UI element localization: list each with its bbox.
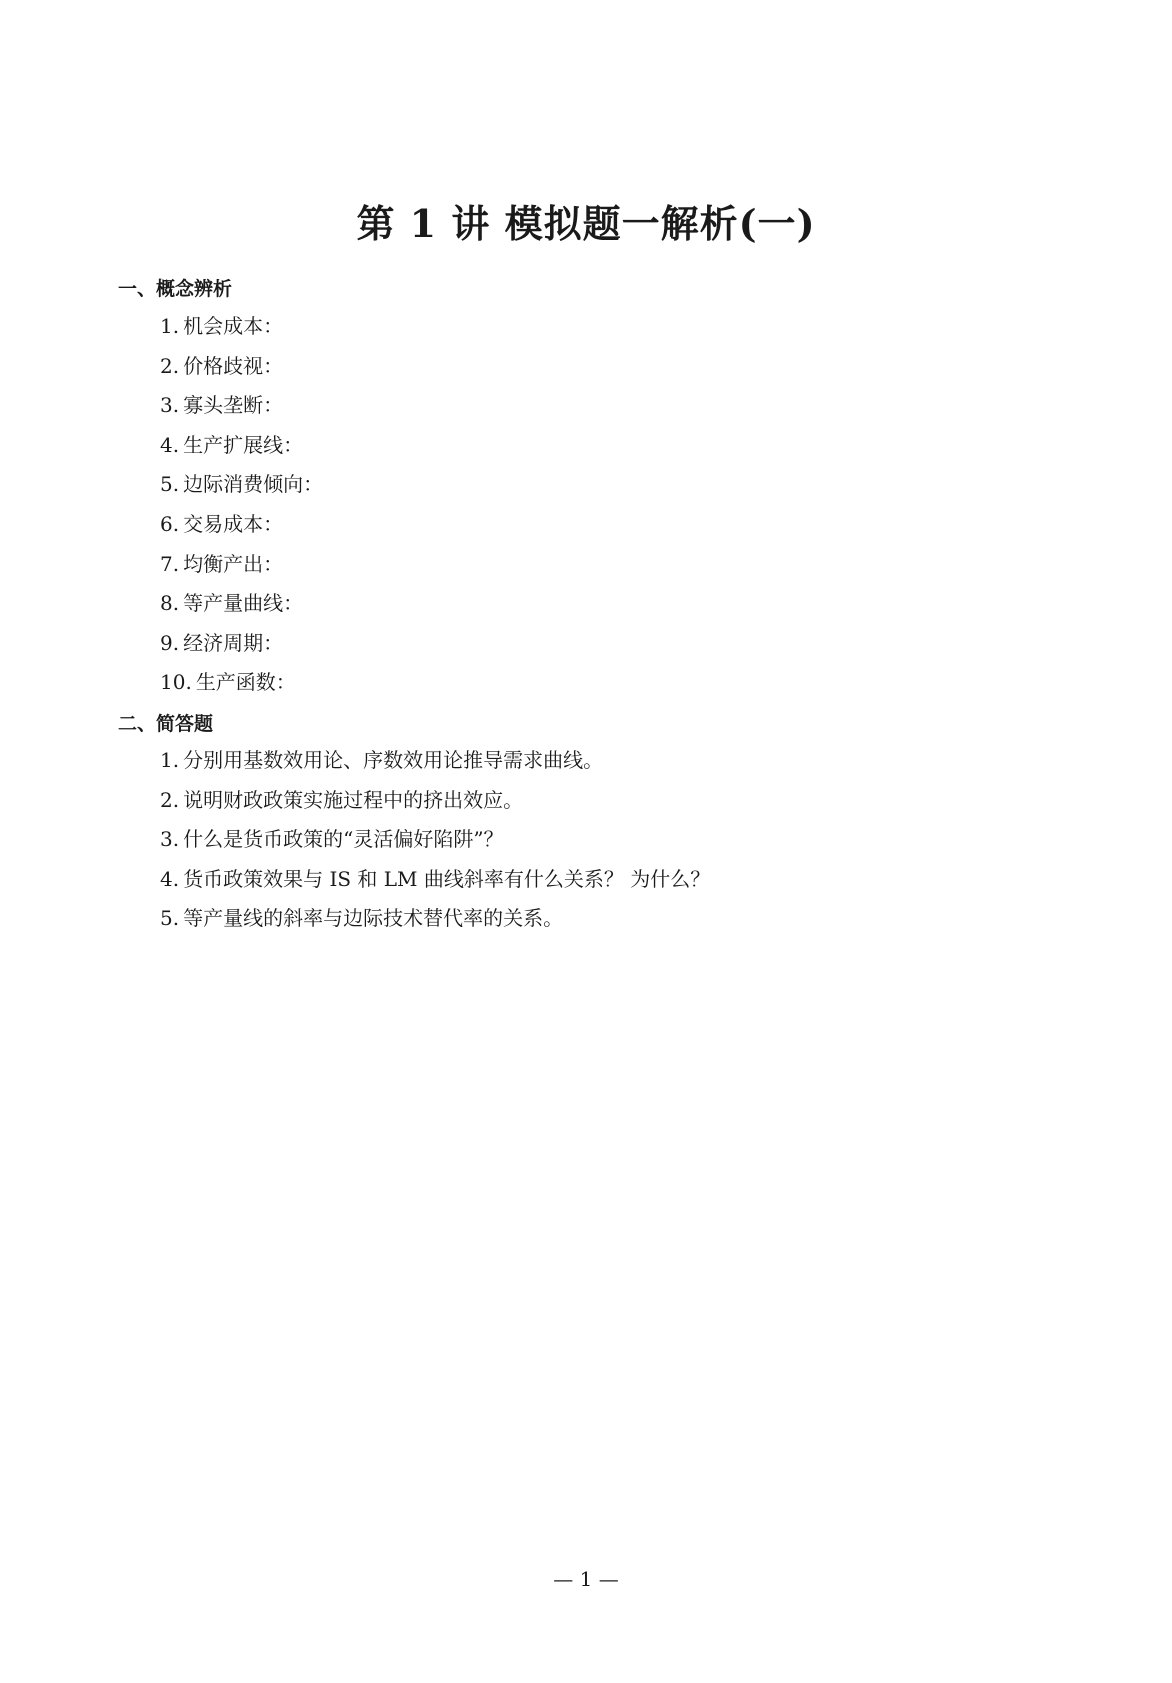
list-item	[160, 860, 710, 900]
item-number: 4.	[160, 866, 180, 891]
item-number: 6.	[160, 511, 180, 536]
list-item	[160, 624, 323, 664]
item-text: 货币政策效果与 IS 和 LM 曲线斜率有什么关系？ 为什么？	[183, 866, 711, 891]
item-number: 9.	[160, 630, 180, 655]
list-item	[160, 820, 710, 860]
short-answer-list	[160, 741, 710, 939]
list-item	[160, 663, 323, 703]
list-item	[160, 386, 323, 426]
list-item	[160, 465, 323, 505]
item-number: 1.	[160, 314, 180, 338]
list-item	[160, 781, 710, 821]
item-number: 3.	[160, 393, 180, 418]
list-item	[160, 899, 710, 939]
item-text: 等产量曲线：	[183, 591, 304, 616]
item-text: 机会成本：	[183, 314, 284, 338]
list-item	[160, 584, 323, 624]
list-item	[160, 741, 710, 781]
concept-list	[160, 307, 323, 703]
list-item	[160, 347, 323, 387]
item-text: 边际消费倾向：	[183, 472, 324, 497]
item-number: 1.	[160, 748, 180, 772]
item-number: 5.	[160, 472, 180, 497]
list-item	[160, 545, 323, 585]
item-text: 经济周期：	[183, 630, 284, 655]
section-heading-short-answer: 二、简答题	[118, 713, 214, 735]
page-number: — 1 —	[553, 1567, 619, 1591]
item-text: 价格歧视：	[183, 353, 284, 378]
item-text: 生产函数：	[195, 670, 296, 695]
item-text: 生产扩展线：	[183, 432, 304, 457]
item-text: 寡头垄断：	[183, 393, 284, 418]
item-number: 2.	[160, 787, 180, 812]
page-title: 第 1 讲 模拟题一解析(一)	[356, 201, 816, 246]
item-text: 等产量线的斜率与边际技术替代率的关系。	[183, 906, 564, 931]
list-item	[160, 505, 323, 545]
item-text: 分别用基数效用论、序数效用论推导需求曲线。	[183, 748, 604, 772]
item-text: 说明财政政策实施过程中的挤出效应。	[183, 787, 524, 812]
item-number: 2.	[160, 353, 180, 378]
list-item	[160, 426, 323, 466]
list-item	[160, 307, 323, 347]
item-number: 3.	[160, 827, 180, 852]
item-number: 4.	[160, 432, 180, 457]
item-number: 5.	[160, 906, 180, 931]
item-text: 什么是货币政策的“灵活偏好陷阱”？	[183, 827, 504, 852]
item-number: 10.	[160, 670, 192, 695]
item-text: 均衡产出：	[183, 551, 284, 576]
item-number: 7.	[160, 551, 180, 576]
item-text: 交易成本：	[183, 511, 284, 536]
section-heading-concepts: 一、概念辨析	[118, 278, 233, 300]
item-number: 8.	[160, 591, 180, 616]
